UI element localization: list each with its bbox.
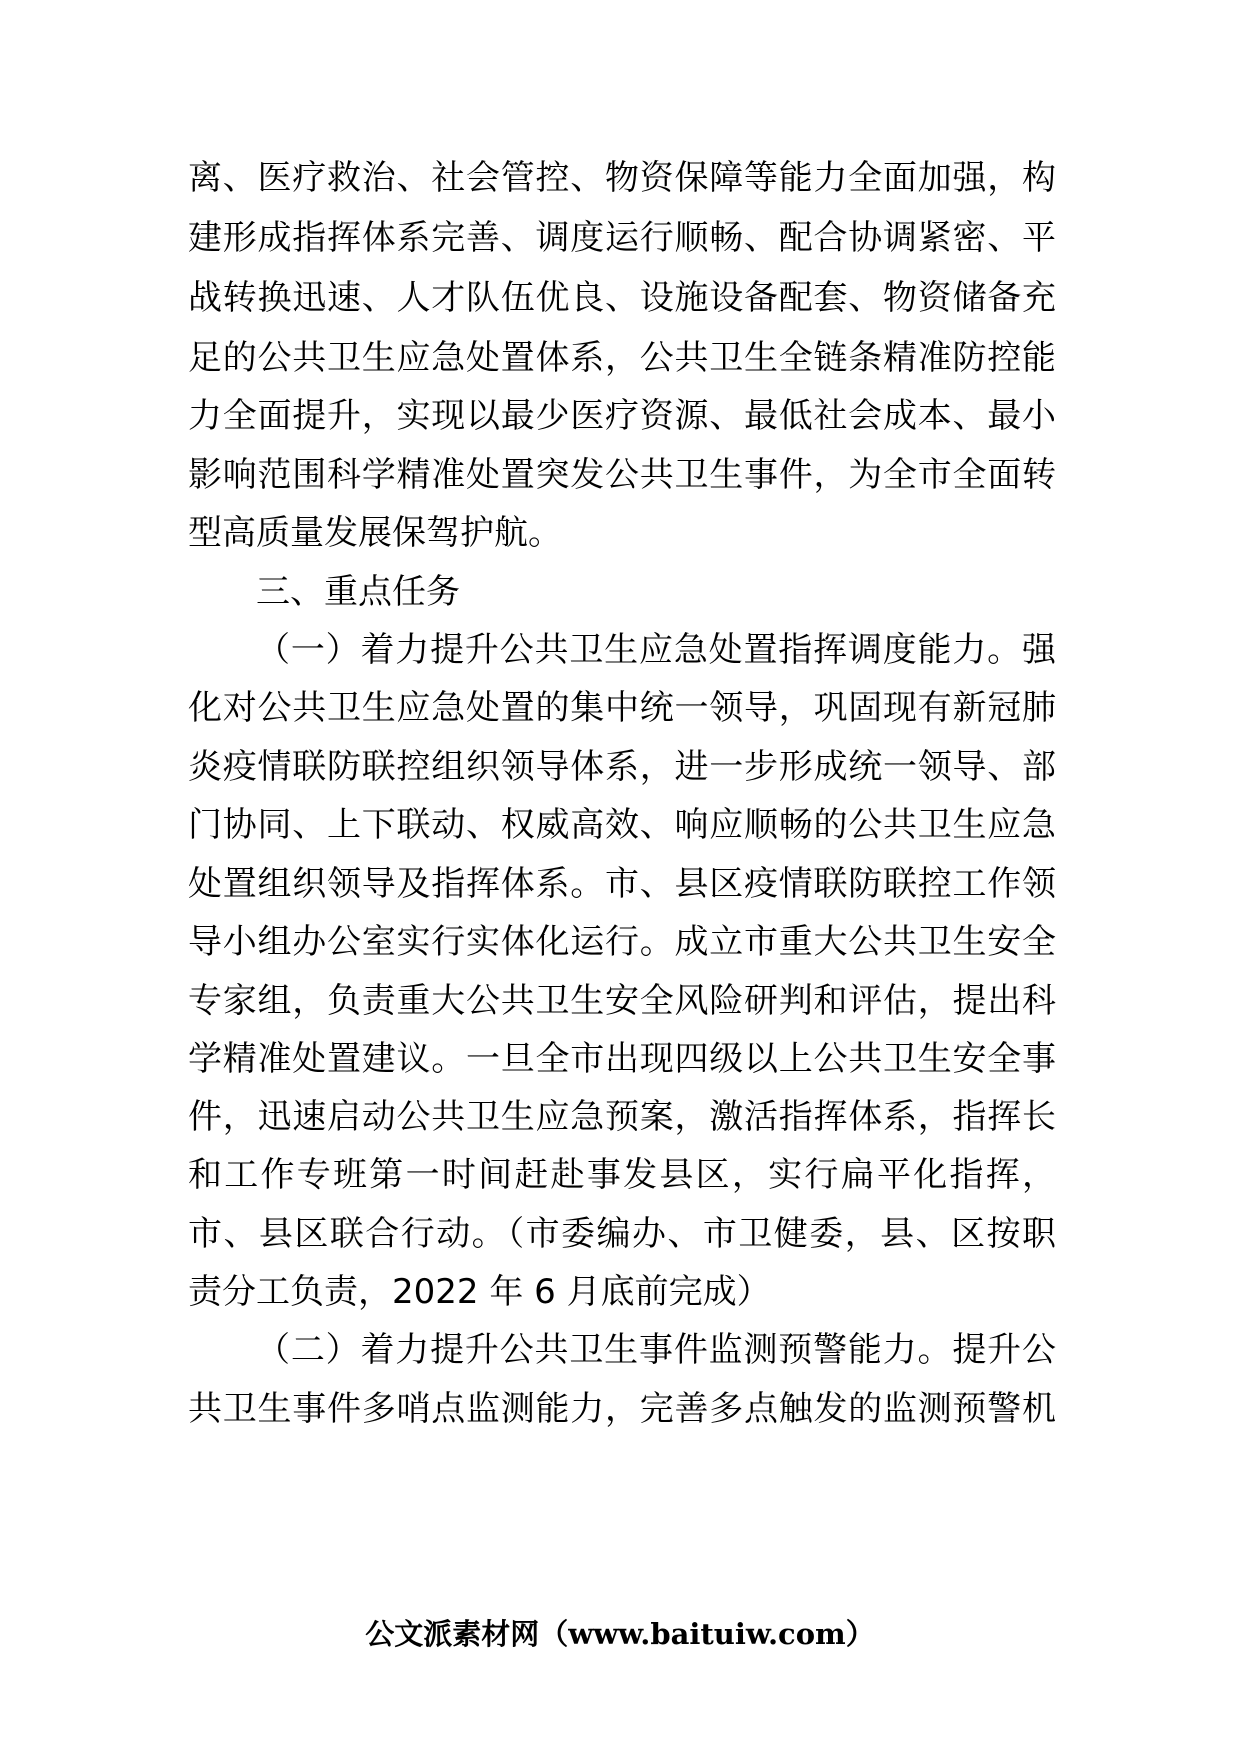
body-text-line: 炎疫情联防联控组织领导体系，进一步形成统一领导、部 [188, 747, 1056, 787]
body-text-line: 离、医疗救治、社会管控、物资保障等能力全面加强，构 [188, 158, 1056, 198]
body-text-line: 化对公共卫生应急处置的集中统一领导，巩固现有新冠肺 [188, 688, 1056, 728]
subsection-first-line: （一）着力提升公共卫生应急处置指挥调度能力。强 [256, 630, 1056, 670]
body-text-line: 影响范围科学精准处置突发公共卫生事件，为全市全面转 [188, 455, 1056, 495]
subsection-first-line: （二）着力提升公共卫生事件监测预警能力。提升公 [256, 1330, 1056, 1370]
body-text-line: 建形成指挥体系完善、调度运行顺畅、配合协调紧密、平 [188, 218, 1056, 258]
body-text-line: 件，迅速启动公共卫生应急预案，激活指挥体系，指挥长 [188, 1097, 1056, 1137]
body-text-line: 责分工负责，2022 年 6 月底前完成） [188, 1272, 771, 1312]
body-text-line: 专家组，负责重大公共卫生安全风险研判和评估，提出科 [188, 981, 1056, 1021]
body-text-line: 足的公共卫生应急处置体系，公共卫生全链条精准防控能 [188, 338, 1056, 378]
body-text-line: 市、县区联合行动。（市委编办、市卫健委，县、区按职 [188, 1214, 1056, 1254]
body-text-line: 处置组织领导及指挥体系。市、县区疫情联防联控工作领 [188, 864, 1056, 904]
body-text-line: 和工作专班第一时间赶赴事发县区，实行扁平化指挥， [188, 1155, 1056, 1195]
body-text-line: 型高质量发展保驾护航。 [188, 513, 562, 553]
body-text-line: 共卫生事件多哨点监测能力，完善多点触发的监测预警机 [188, 1389, 1056, 1429]
section-heading: 三、重点任务 [256, 572, 460, 612]
body-text-line: 导小组办公室实行实体化运行。成立市重大公共卫生安全 [188, 922, 1056, 962]
body-text-line: 战转换迅速、人才队伍优良、设施设备配套、物资储备充 [188, 278, 1056, 318]
footer-watermark: 公文派素材网（www.baituiw.com） [365, 1617, 875, 1651]
body-text-line: 力全面提升，实现以最少医疗资源、最低社会成本、最小 [188, 396, 1056, 436]
body-text-line: 学精准处置建议。一旦全市出现四级以上公共卫生安全事 [188, 1039, 1056, 1079]
body-text-line: 门协同、上下联动、权威高效、响应顺畅的公共卫生应急 [188, 805, 1056, 845]
